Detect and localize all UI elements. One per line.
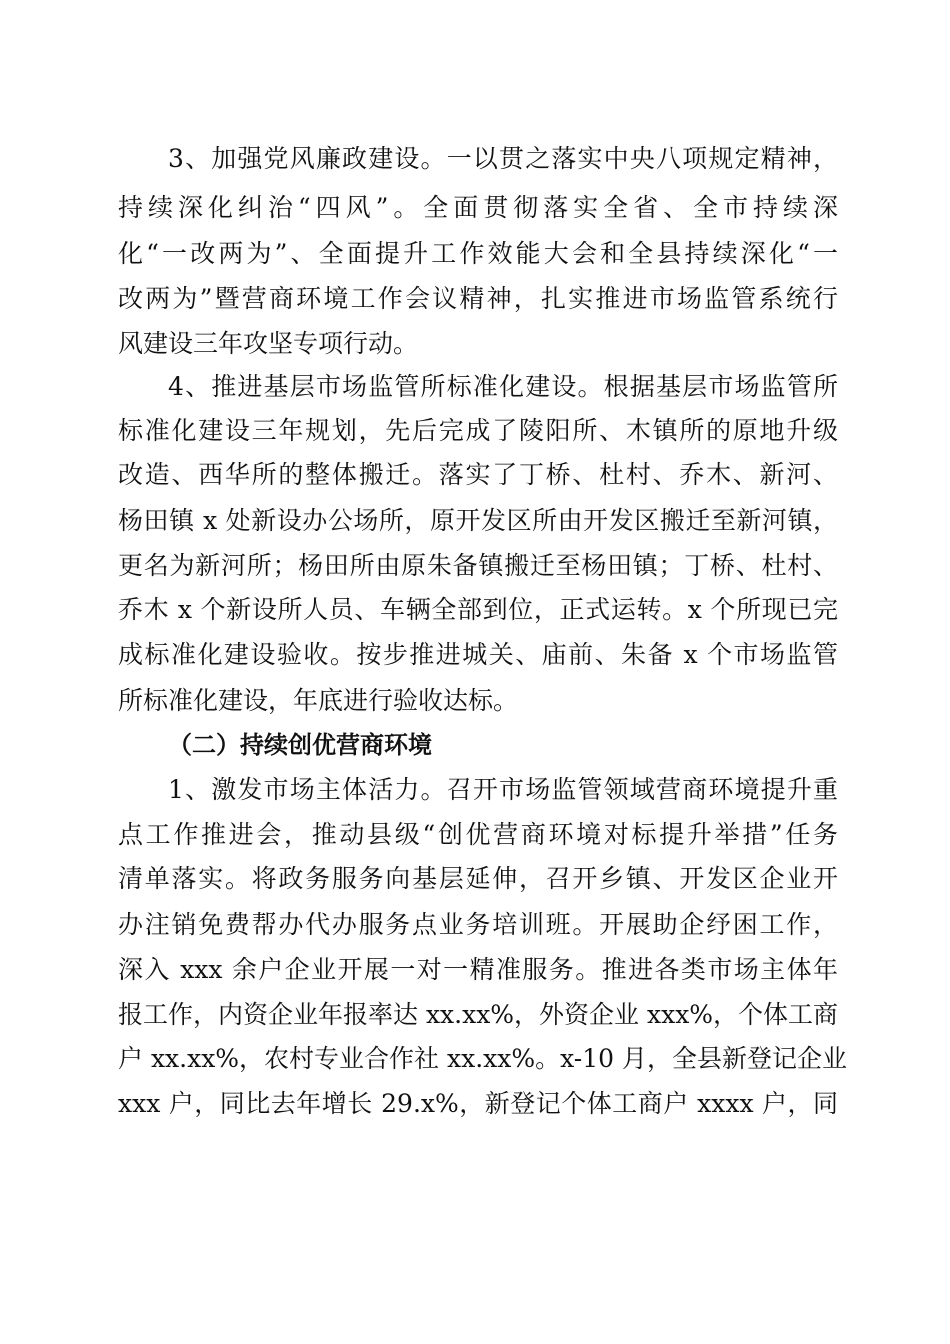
section-heading: （二）持续创优营商环境 <box>168 731 432 759</box>
paragraph-4-line-4: 杨田镇 x 处新设办公场所，原开发区所由开发区搬迁至新河镇， <box>118 506 838 535</box>
paragraph-3-line-2: 持续深化纠治“四风”。全面贯彻落实全省、全市持续深 <box>118 193 838 222</box>
paragraph-1-line-5: 深入 xxx 余户企业开展一对一精准服务。推进各类市场主体年 <box>118 955 838 984</box>
paragraph-1-line-1: 1、激发市场主体活力。召开市场监管领域营商环境提升重 <box>168 775 838 804</box>
paragraph-1-line-4: 办注销免费帮办代办服务点业务培训班。开展助企纾困工作， <box>118 910 838 939</box>
paragraph-3-line-3: 化“一改两为”、全面提升工作效能大会和全县持续深化“一 <box>118 239 838 268</box>
paragraph-4-line-1: 4、推进基层市场监管所标准化建设。根据基层市场监管所 <box>168 372 838 401</box>
paragraph-3-line-4: 改两为”暨营商环境工作会议精神，扎实推进市场监管系统行 <box>118 284 838 313</box>
paragraph-1-line-3: 清单落实。将政务服务向基层延伸，召开乡镇、开发区企业开 <box>118 864 838 893</box>
paragraph-4-line-7: 成标准化建设验收。按步推进城关、庙前、朱备 x 个市场监管 <box>118 640 838 669</box>
paragraph-4-line-3: 改造、西华所的整体搬迁。落实了丁桥、杜村、乔木、新河、 <box>118 460 838 489</box>
paragraph-1-line-7: 户 xx.xx%，农村专业合作社 xx.xx%。x-10 月，全县新登记企业 <box>118 1044 847 1073</box>
paragraph-4-line-6: 乔木 x 个新设所人员、车辆全部到位，正式运转。x 个所现已完 <box>118 595 838 624</box>
paragraph-1-line-6: 报工作，内资企业年报率达 xx.xx%，外资企业 xxx%，个体工商 <box>118 1000 839 1029</box>
paragraph-3-line-5: 风建设三年攻坚专项行动。 <box>118 329 419 358</box>
paragraph-1-line-2: 点工作推进会，推动县级“创优营商环境对标提升举措”任务 <box>118 820 838 849</box>
paragraph-4-line-5: 更名为新河所；杨田所由原朱备镇搬迁至杨田镇；丁桥、杜村、 <box>118 551 838 580</box>
paragraph-4-line-8: 所标准化建设，年底进行验收达标。 <box>118 686 519 715</box>
paragraph-4-line-2: 标准化建设三年规划，先后完成了陵阳所、木镇所的原地升级 <box>118 416 838 445</box>
paragraph-1-line-8: xxx 户，同比去年增长 29.x%，新登记个体工商户 xxxx 户，同 <box>118 1089 838 1118</box>
paragraph-3-line-1: 3、加强党风廉政建设。一以贯之落实中央八项规定精神， <box>168 144 838 173</box>
